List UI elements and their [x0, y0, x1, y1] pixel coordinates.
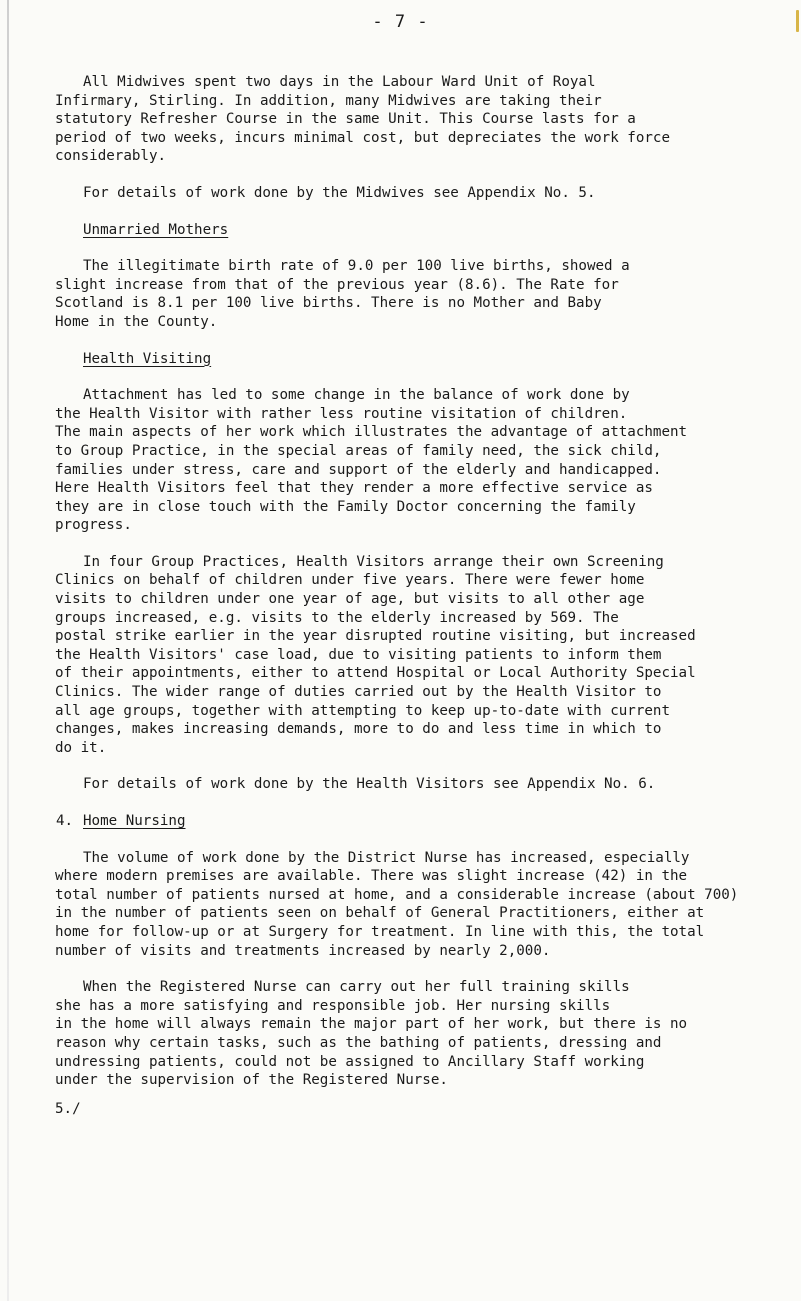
text-line: reason why certain tasks, such as the bathing of patients, dressing and: [55, 1034, 662, 1051]
text-line: slight increase from that of the previous year (8.6). The Rate for: [55, 276, 619, 293]
text-line: families under stress, care and support of the elderly and handicapped.: [55, 461, 662, 478]
paragraph-unmarried-mothers: [55, 257, 775, 331]
text-line: of their appointments, either to attend Hospital or Local Authority Special: [55, 665, 696, 682]
text-line: When the Registered Nurse can carry out her full training skills: [83, 979, 630, 996]
text-line: In four Group Practices, Health Visitors arrange their own Screening: [83, 553, 664, 570]
catchword: 5./: [55, 1100, 81, 1117]
heading-unmarried-mothers: Unmarried Mothers: [83, 221, 229, 238]
text-line: postal strike earlier in the year disrupted routine visiting, but increased: [55, 628, 696, 645]
text-line: changes, makes increasing demands, more to do and less time in which to: [55, 721, 662, 738]
text-line: considerably.: [55, 148, 167, 165]
text-line: visits to children under one year of age, but visits to all other age: [55, 591, 645, 608]
health-visitors-appendix-note: For details of work done by the Health Visitors see Appendix No. 6.: [83, 776, 656, 793]
text-line: undressing patients, could not be assigned to Ancillary Staff working: [55, 1053, 645, 1070]
text-line: Clinics. The wider range of duties carried out by the Health Visitor to: [55, 684, 662, 701]
text-line: Here Health Visitors feel that they render a more effective service as: [55, 480, 653, 497]
text-line: The illegitimate birth rate of 9.0 per 100 live births, showed a: [83, 258, 630, 275]
text-line: Clinics on behalf of children under five years. There were fewer home: [55, 572, 645, 589]
text-line: the Health Visitors' case load, due to visiting patients to inform them: [55, 646, 662, 663]
text-line: Attachment has led to some change in the balance of work done by: [83, 387, 630, 404]
text-line: The main aspects of her work which illustrates the advantage of attachment: [55, 424, 688, 441]
page-number: - 7 -: [372, 12, 429, 32]
text-line: Home in the County.: [55, 313, 218, 330]
text-line: total number of patients nursed at home, and a considerable increase (about 700): [55, 886, 739, 903]
text-line: do it.: [55, 739, 107, 756]
text-line: home for follow-up or at Surgery for treatment. In line with this, the total: [55, 923, 705, 940]
paragraph-district-nurse: [55, 849, 775, 961]
section-number: 4.: [56, 813, 74, 829]
paragraph-group-practice: [55, 553, 775, 758]
midwives-appendix-note: For details of work done by the Midwives see Appendix No. 5.: [83, 184, 596, 201]
text-line: they are in close touch with the Family Doctor concerning the family: [55, 498, 636, 515]
paragraph-midwives: [55, 73, 775, 166]
text-line: groups increased, e.g. visits to the elderly increased by 569. The: [55, 609, 619, 626]
text-line: All Midwives spent two days in the Labour Ward Unit of Royal: [83, 74, 596, 90]
text-line: to Group Practice, in the special areas of family need, the sick child,: [55, 442, 662, 459]
text-line: statutory Refresher Course in the same Unit. This Course lasts for a: [55, 111, 636, 128]
text-line: period of two weeks, incurs minimal cost, but depreciates the work force: [55, 129, 670, 146]
text-line: progress.: [55, 517, 132, 534]
text-line: where modern premises are available. There was slight increase (42) in the: [55, 868, 688, 885]
text-line: the Health Visitor with rather less routine visitation of children.: [55, 405, 628, 422]
paragraph-registered-nurse: [55, 978, 775, 1090]
text-line: all age groups, together with attempting to keep up-to-date with current: [55, 702, 670, 719]
text-line: under the supervision of the Registered Nurse.: [55, 1072, 448, 1089]
text-line: in the number of patients seen on behalf of General Practitioners, either at: [55, 905, 705, 922]
heading-home-nursing: [55, 812, 775, 831]
heading-health-visiting: Health Visiting: [83, 350, 212, 367]
text-line: in the home will always remain the major part of her work, but there is no: [55, 1016, 688, 1033]
text-line: The volume of work done by the District Nurse has increased, especially: [83, 849, 690, 866]
text-line: number of visits and treatments increased by nearly 2,000.: [55, 942, 551, 959]
text-line: she has a more satisfying and responsible job. Her nursing skills: [55, 997, 611, 1014]
document-body: [55, 73, 775, 1118]
page-edge-shadow: [7, 0, 9, 1301]
text-line: Scotland is 8.1 per 100 live births. There is no Mother and Baby: [55, 295, 602, 312]
section-title: Home Nursing: [83, 813, 186, 829]
paragraph-attachment: [55, 386, 775, 535]
text-line: Infirmary, Stirling. In addition, many Midwives are taking their: [55, 92, 602, 109]
